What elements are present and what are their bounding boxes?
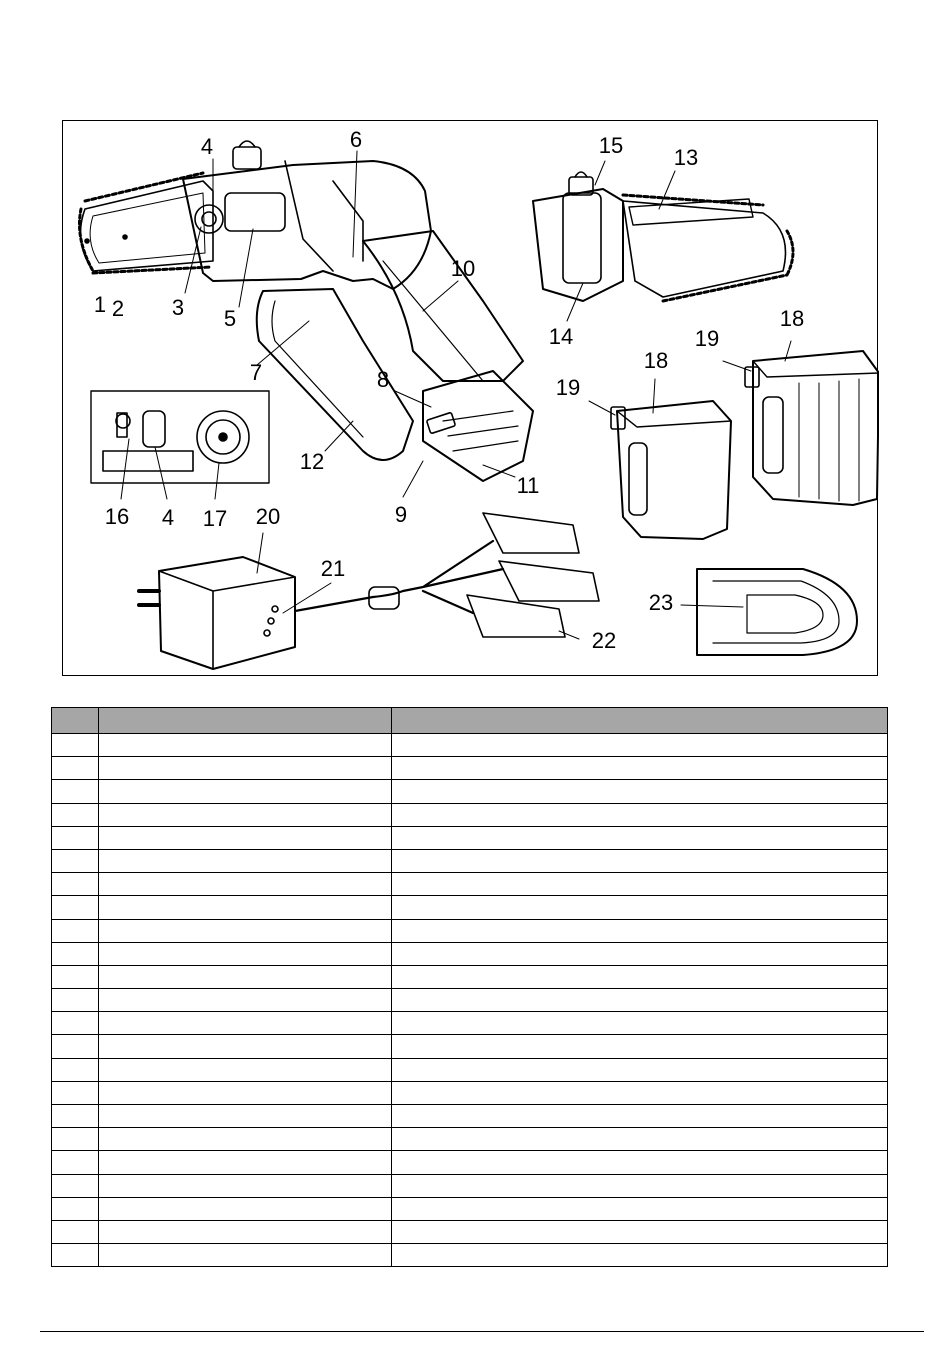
row-description-cell [392,942,888,965]
row-number-cell [52,919,99,942]
table-row [52,826,888,849]
row-name-cell [99,919,392,942]
table-row [52,873,888,896]
second-saw-illustration [533,172,793,301]
row-name-cell [99,1058,392,1081]
inset-detail-illustration [91,391,269,483]
row-number-cell [52,757,99,780]
parts-table [51,707,888,1267]
row-number-cell [52,734,99,757]
callout-20: 20 [255,504,281,529]
row-description-cell [392,989,888,1012]
row-number-cell [52,803,99,826]
callout-6: 6 [349,127,363,152]
table-row [52,1081,888,1104]
callout-9: 9 [394,502,408,527]
row-name-cell [99,896,392,919]
row-description-cell [392,849,888,872]
row-description-cell [392,873,888,896]
row-description-cell [392,826,888,849]
table-row [52,1151,888,1174]
table-row [52,989,888,1012]
table-row [52,896,888,919]
row-number-cell [52,1244,99,1267]
row-name-cell [99,1081,392,1104]
row-number-cell [52,1174,99,1197]
saw-handle-illustration [257,231,533,481]
table-row [52,919,888,942]
row-number-cell [52,780,99,803]
row-name-cell [99,757,392,780]
row-name-cell [99,989,392,1012]
product-diagram [62,120,878,676]
row-name-cell [99,1197,392,1220]
table-row [52,803,888,826]
row-description-cell [392,803,888,826]
row-description-cell [392,1197,888,1220]
row-description-cell [392,1220,888,1243]
callout-14: 14 [548,324,574,349]
header-description [392,708,888,734]
row-description-cell [392,1244,888,1267]
row-name-cell [99,803,392,826]
row-name-cell [99,1151,392,1174]
row-name-cell [99,1105,392,1128]
row-number-cell [52,1151,99,1174]
row-number-cell [52,989,99,1012]
callout-8: 8 [376,367,390,392]
battery-small-illustration [611,401,731,539]
callout-21: 21 [320,556,346,581]
row-number-cell [52,1035,99,1058]
table-row [52,734,888,757]
row-number-cell [52,873,99,896]
table-row [52,780,888,803]
callout-17: 17 [202,506,228,531]
callout-23: 23 [648,590,674,615]
table-row [52,1174,888,1197]
callout-18-large: 18 [779,306,805,331]
callout-10: 10 [450,256,476,281]
row-description-cell [392,780,888,803]
saw-body-illustration [183,141,431,289]
callout-4: 4 [200,134,214,159]
table-row [52,757,888,780]
table-row [52,1128,888,1151]
row-name-cell [99,826,392,849]
table-row [52,1035,888,1058]
row-number-cell [52,1220,99,1243]
callout-19-small: 19 [555,375,581,400]
row-name-cell [99,1244,392,1267]
row-description-cell [392,1105,888,1128]
table-body [52,734,888,1267]
row-number-cell [52,942,99,965]
table-row [52,1220,888,1243]
row-name-cell [99,1220,392,1243]
row-name-cell [99,849,392,872]
row-name-cell [99,1128,392,1151]
callout-4-inset: 4 [161,505,175,530]
callout-19-large: 19 [694,326,720,351]
row-description-cell [392,1058,888,1081]
row-name-cell [99,1035,392,1058]
diagram-drawing [63,121,879,677]
row-name-cell [99,965,392,988]
row-number-cell [52,896,99,919]
row-number-cell [52,1128,99,1151]
row-description-cell [392,1151,888,1174]
header-name [99,708,392,734]
callout-22: 22 [591,628,617,653]
row-description-cell [392,734,888,757]
row-description-cell [392,1128,888,1151]
row-number-cell [52,1012,99,1035]
table-row [52,1105,888,1128]
callout-18-small: 18 [643,348,669,373]
row-name-cell [99,780,392,803]
row-number-cell [52,1105,99,1128]
row-name-cell [99,1012,392,1035]
bar-guard-illustration [697,569,857,655]
row-description-cell [392,896,888,919]
callout-7: 7 [249,360,263,385]
row-number-cell [52,826,99,849]
callout-3: 3 [171,295,185,320]
row-number-cell [52,965,99,988]
table-row [52,1012,888,1035]
battery-large-illustration [745,351,879,505]
callout-15: 15 [598,133,624,158]
callout-5: 5 [223,306,237,331]
table-row [52,1197,888,1220]
footer-rule [40,1331,924,1332]
row-name-cell [99,734,392,757]
row-description-cell [392,965,888,988]
row-description-cell [392,1035,888,1058]
row-number-cell [52,1081,99,1104]
row-name-cell [99,873,392,896]
table-row [52,1058,888,1081]
callout-12: 12 [299,449,325,474]
row-description-cell [392,757,888,780]
callout-11: 11 [516,473,540,498]
row-description-cell [392,1081,888,1104]
table-header-row [52,708,888,734]
header-number [52,708,99,734]
table-row [52,965,888,988]
table-row [52,942,888,965]
row-description-cell [392,919,888,942]
row-number-cell [52,1058,99,1081]
row-description-cell [392,1012,888,1035]
charger-illustration [139,513,599,669]
table-row [52,849,888,872]
row-name-cell [99,942,392,965]
row-description-cell [392,1174,888,1197]
callout-1: 1 [93,292,107,317]
row-number-cell [52,849,99,872]
table-row [52,1244,888,1267]
callout-16: 16 [104,504,130,529]
callout-13: 13 [673,145,699,170]
row-number-cell [52,1197,99,1220]
callout-2: 2 [111,296,125,321]
row-name-cell [99,1174,392,1197]
